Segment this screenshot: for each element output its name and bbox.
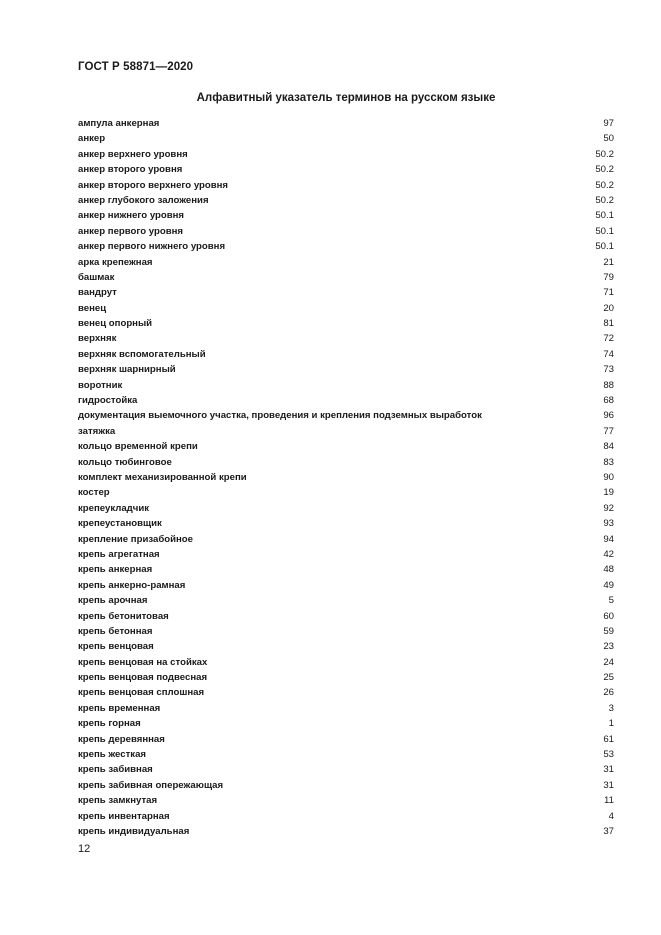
index-entry-term: верхняк вспомогательный [78,348,206,360]
index-entry-ref: 81 [603,318,614,330]
index-entry-ref: 71 [603,287,614,299]
index-entry-term: крепь индивидуальная [78,825,190,837]
index-entry-term: крепь горная [78,718,141,730]
index-entry-ref: 11 [604,795,614,807]
index-entry [78,239,614,254]
index-entry-term: крепь деревянная [78,733,165,745]
index-entry-ref: 23 [603,641,614,653]
index-entry-ref: 37 [603,825,614,837]
index-entry [78,655,614,670]
index-entry-term: анкер верхнего уровня [78,148,188,160]
index-entry [78,501,614,516]
index-entry-ref: 92 [603,502,614,514]
index-entry [78,316,614,331]
index-entry-term: вандрут [78,287,117,299]
index-entry-ref: 4 [608,810,614,822]
index-entry [78,193,614,208]
index-entry-ref: 50.2 [595,148,614,160]
index-entry-ref: 68 [603,395,614,407]
index-entry-term: крепь жесткая [78,749,147,761]
index-entry-term: анкер первого нижнего уровня [78,241,226,253]
index-entry-term: крепь бетонная [78,625,153,637]
index-entry-term: крепь венцовая [78,641,154,653]
index-entry-ref: 73 [603,364,614,376]
index-entry [78,362,614,377]
index-entry-ref: 48 [603,564,614,576]
index-entry-term: гидростойка [78,395,138,407]
index-entry-term: анкер глубокого заложения [78,194,209,206]
index-entry [78,147,614,162]
term-index-list [78,116,614,839]
index-entry [78,747,614,762]
index-entry [78,131,614,146]
index-entry-term: крепь замкнутая [78,795,158,807]
index-entry-ref: 50 [603,133,614,145]
index-entry [78,562,614,577]
index-entry-ref: 3 [608,702,614,714]
index-entry-term: крепь временная [78,702,161,714]
index-entry-term: крепь венцовая сплошная [78,687,205,699]
index-entry-term: анкер первого уровня [78,225,184,237]
index-entry [78,270,614,285]
index-entry [78,547,614,562]
index-entry-term: затяжка [78,425,116,437]
index-entry [78,716,614,731]
index-entry-ref: 50.1 [595,241,614,253]
index-entry-term: анкер второго уровня [78,164,183,176]
index-entry [78,732,614,747]
index-entry [78,532,614,547]
index-entry [78,809,614,824]
index-entry-ref: 50.1 [595,225,614,237]
index-entry-ref: 83 [603,456,614,468]
index-entry-ref: 49 [603,579,614,591]
index-entry-term: костер [78,487,110,499]
index-entry-ref: 59 [603,625,614,637]
index-entry-term: крепь венцовая подвесная [78,672,208,684]
index-entry [78,439,614,454]
index-entry-ref: 72 [603,333,614,345]
index-entry-ref: 61 [603,733,614,745]
index-entry-term: кольцо временной крепи [78,441,198,453]
index-entry-ref: 31 [603,779,614,791]
index-entry [78,224,614,239]
index-title: Алфавитный указатель терминов на русском языке [196,92,496,104]
index-entry-term: верхняк [78,333,117,345]
index-entry [78,347,614,362]
index-entry [78,516,614,531]
index-entry-term: крепление призабойное [78,533,193,545]
index-entry [78,793,614,808]
index-entry-ref: 97 [603,118,614,129]
index-entry [78,624,614,639]
index-entry-ref: 84 [603,441,614,453]
standard-code: ГОСТ Р 58871—2020 [78,61,194,73]
index-entry-ref: 31 [603,764,614,776]
index-entry [78,178,614,193]
index-entry [78,778,614,793]
index-entry [78,455,614,470]
index-entry [78,701,614,716]
index-entry-ref: 5 [608,595,614,607]
index-entry [78,301,614,316]
index-entry-term: комплект механизированной крепи [78,471,247,483]
index-entry-term: крепеукладчик [78,502,150,514]
index-entry-ref: 53 [603,749,614,761]
index-entry-term: крепь арочная [78,595,148,607]
index-entry-ref: 24 [603,656,614,668]
index-entry [78,331,614,346]
index-entry-ref: 26 [603,687,614,699]
index-entry-ref: 50.2 [595,194,614,206]
index-entry-term: крепь анкерно-рамная [78,579,186,591]
index-entry [78,485,614,500]
index-entry-term: крепь венцовая на стойках [78,656,208,668]
index-entry [78,639,614,654]
index-entry-term: башмак [78,271,115,283]
index-entry [78,609,614,624]
index-entry [78,162,614,177]
index-entry [78,593,614,608]
index-entry-ref: 74 [603,348,614,360]
index-entry-term: анкер [78,133,106,145]
index-entry-term: крепеустановщик [78,518,162,530]
index-entry-ref: 25 [603,672,614,684]
index-entry-term: арка крепежная [78,256,153,268]
index-entry-term: крепь инвентарная [78,810,170,822]
index-entry [78,685,614,700]
index-entry-ref: 96 [603,410,614,422]
index-entry-term: верхняк шарнирный [78,364,176,376]
index-entry [78,578,614,593]
index-entry-term: кольцо тюбинговое [78,456,172,468]
index-entry-ref: 77 [603,425,614,437]
index-entry-ref: 60 [603,610,614,622]
page-number: 12 [78,843,91,855]
index-entry [78,285,614,300]
index-entry-ref: 42 [603,548,614,560]
index-entry-term: ампула анкерная [78,118,160,129]
index-entry [78,208,614,223]
index-entry-ref: 50.1 [595,210,614,222]
index-entry [78,470,614,485]
index-entry-term: крепь агрегатная [78,548,160,560]
index-entry-term: крепь анкерная [78,564,153,576]
index-entry-ref: 50.2 [595,164,614,176]
index-entry-ref: 94 [603,533,614,545]
index-entry-ref: 19 [603,487,614,499]
index-entry-term: венец [78,302,107,314]
index-entry [78,255,614,270]
index-entry-ref: 1 [608,718,614,730]
index-entry [78,393,614,408]
index-entry-ref: 50.2 [595,179,614,191]
index-entry-term: крепь бетонитовая [78,610,169,622]
index-entry-ref: 88 [603,379,614,391]
index-entry [78,824,614,839]
index-entry-term: анкер нижнего уровня [78,210,185,222]
index-entry [78,670,614,685]
index-entry-term: крепь забивная опережающая [78,779,224,791]
index-entry [78,116,614,131]
index-entry-ref: 90 [603,471,614,483]
index-entry [78,408,614,423]
index-entry-term: крепь забивная [78,764,153,776]
index-entry [78,378,614,393]
index-entry-term: документация выемочного участка, проведения и крепления подземных выработок [78,410,482,422]
index-entry-ref: 21 [603,256,614,268]
index-entry-term: анкер второго верхнего уровня [78,179,229,191]
index-entry-term: воротник [78,379,123,391]
index-entry-ref: 93 [603,518,614,530]
index-entry-ref: 20 [603,302,614,314]
index-entry [78,762,614,777]
index-entry-ref: 79 [603,271,614,283]
index-entry [78,424,614,439]
index-entry-term: венец опорный [78,318,153,330]
